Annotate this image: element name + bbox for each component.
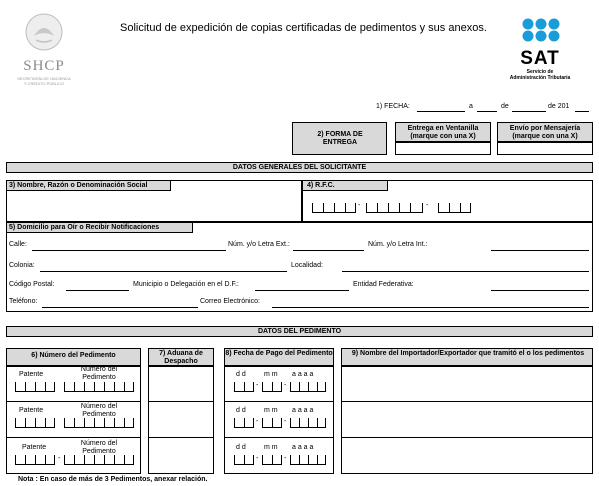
importador-column[interactable] [341,366,593,474]
sat-logo [492,18,588,86]
date-dash: - [284,455,287,462]
year-field[interactable] [290,418,326,428]
numero-field[interactable] [64,418,134,428]
mm-label: m m [264,407,278,414]
date-dash: - [256,455,259,462]
num-ext-label: Núm. y/o Letra Ext.: [228,241,290,248]
month-field[interactable] [262,382,282,392]
patente-dash: - [58,455,61,462]
row-divider [224,437,334,438]
cp-label: Código Postal: [9,281,55,288]
fecha-month2-line[interactable] [512,111,546,112]
ventanilla-header: Entrega en Ventanilla (marque con una X) [395,122,491,142]
shcp-name: SHCP [23,58,65,74]
calle-field[interactable] [32,250,226,251]
sat-sub1: Servicio de [526,69,554,75]
municipio-label: Municipio o Delegación en el D.F.: [133,281,239,288]
ventanilla-checkbox[interactable] [395,142,491,155]
mensajeria-header: Envío por Mensajería (marque con una X) [497,122,593,142]
dd-label: d d [236,371,246,378]
numero-field[interactable] [64,382,134,392]
day-field[interactable] [234,382,254,392]
day-field[interactable] [234,455,254,465]
row-divider [6,401,141,402]
telefono-label: Teléfono: [9,298,38,305]
num-ext-field[interactable] [293,250,364,251]
mm-label: m m [264,444,278,451]
dd-label: d d [236,444,246,451]
rfc-field-2[interactable] [366,203,423,213]
shcp-sub2: Y CRÉDITO PÚBLICO [23,81,65,86]
localidad-label: Localidad: [291,262,323,269]
num-int-label: Núm. y/o Letra Int.: [368,241,428,248]
numero-label: Número del Pedimento [80,366,118,381]
mensajeria-checkbox[interactable] [497,142,593,155]
municipio-field[interactable] [255,290,349,291]
aaaa-label: a a a a [292,407,314,414]
fecha-year-line[interactable] [575,111,589,112]
sat-dots-icon [521,18,561,52]
numero-label: Número del Pedimento [80,403,118,418]
fecha-label: 1) FECHA: [376,103,410,110]
footnote: Nota : En caso de más de 3 Pedimentos, anexar relación. [18,476,208,483]
month-field[interactable] [262,455,282,465]
rfc-label-box: 4) R.F.C. [302,180,388,191]
importador-header: 9) Nombre del Importador/Exportador que tramitó el o los pedimentos [341,348,593,366]
entidad-field[interactable] [491,290,589,291]
fecha-anio: de 201 [548,103,570,110]
calle-label: Calle: [9,241,27,248]
row-divider [148,401,214,402]
row-divider [224,401,334,402]
date-dash: - [256,418,259,425]
forma-entrega-label: 2) FORMA DE ENTREGA [317,131,363,146]
date-dash: - [284,418,287,425]
correo-field[interactable] [272,307,589,308]
month-field[interactable] [262,418,282,428]
telefono-field[interactable] [42,307,198,308]
row-divider [6,437,141,438]
solicitante-section-header: DATOS GENERALES DEL SOLICITANTE [6,162,593,173]
patente-label: Patente [19,407,44,414]
date-dash: - [284,382,287,389]
numero-label: Número del Pedimento [80,440,118,455]
year-field[interactable] [290,382,326,392]
patente-label: Patente [19,371,44,378]
colonia-label: Colonia: [9,262,35,269]
mm-label: m m [264,371,278,378]
row-divider [148,437,214,438]
aaaa-label: a a a a [292,444,314,451]
entidad-label: Entidad Federativa: [353,281,414,288]
patente-label: Patente [22,444,47,451]
shcp-logo [8,10,80,88]
rfc-field-3[interactable] [438,203,471,213]
patente-field[interactable] [15,382,55,392]
rfc-dash-2: - [426,202,429,209]
eagle-seal-icon [24,12,64,52]
sat-sub2: Administración Tributaria [509,75,571,81]
fecha-a: a [469,103,473,110]
colonia-field[interactable] [40,271,287,272]
fecha-month-line[interactable] [477,111,497,112]
shcp-sub1: SECRETARÍA DE HACIENDA [17,76,71,81]
rfc-field-1[interactable] [312,203,356,213]
rfc-dash-1: - [358,202,361,209]
dd-label: d d [236,407,246,414]
numero-field[interactable] [64,455,134,465]
patente-field[interactable] [15,455,55,465]
year-field[interactable] [290,455,326,465]
pedimento-section-header: DATOS DEL PEDIMENTO [6,326,593,337]
localidad-field[interactable] [342,271,589,272]
num-pedimento-header: 6) Número del Pedimento [6,348,141,366]
aduana-column[interactable] [148,366,214,474]
patente-field[interactable] [15,418,55,428]
cp-field[interactable] [66,290,129,291]
row-divider [341,401,593,402]
fecha-pago-header: 8) Fecha de Pago del Pedimento [224,348,334,366]
domicilio-label-box: 5) Domicilio para Oír o Recibir Notificaciones [6,222,193,233]
num-int-field[interactable] [491,250,589,251]
page-title: Solicitud de expedición de copias certificadas de pedimentos y sus anexos. [120,22,487,34]
row-divider [341,437,593,438]
aaaa-label: a a a a [292,371,314,378]
correo-label: Correo Electrónico: [200,298,260,305]
fecha-de: de [501,103,509,110]
fecha-day-line[interactable] [417,111,465,112]
date-dash: - [256,382,259,389]
forma-entrega-label-box [292,122,387,155]
day-field[interactable] [234,418,254,428]
aduana-header: 7) Aduana de Despacho [148,348,214,366]
sat-name: SAT [520,48,560,69]
nombre-label-box: 3) Nombre, Razón o Denominación Social [6,180,171,191]
